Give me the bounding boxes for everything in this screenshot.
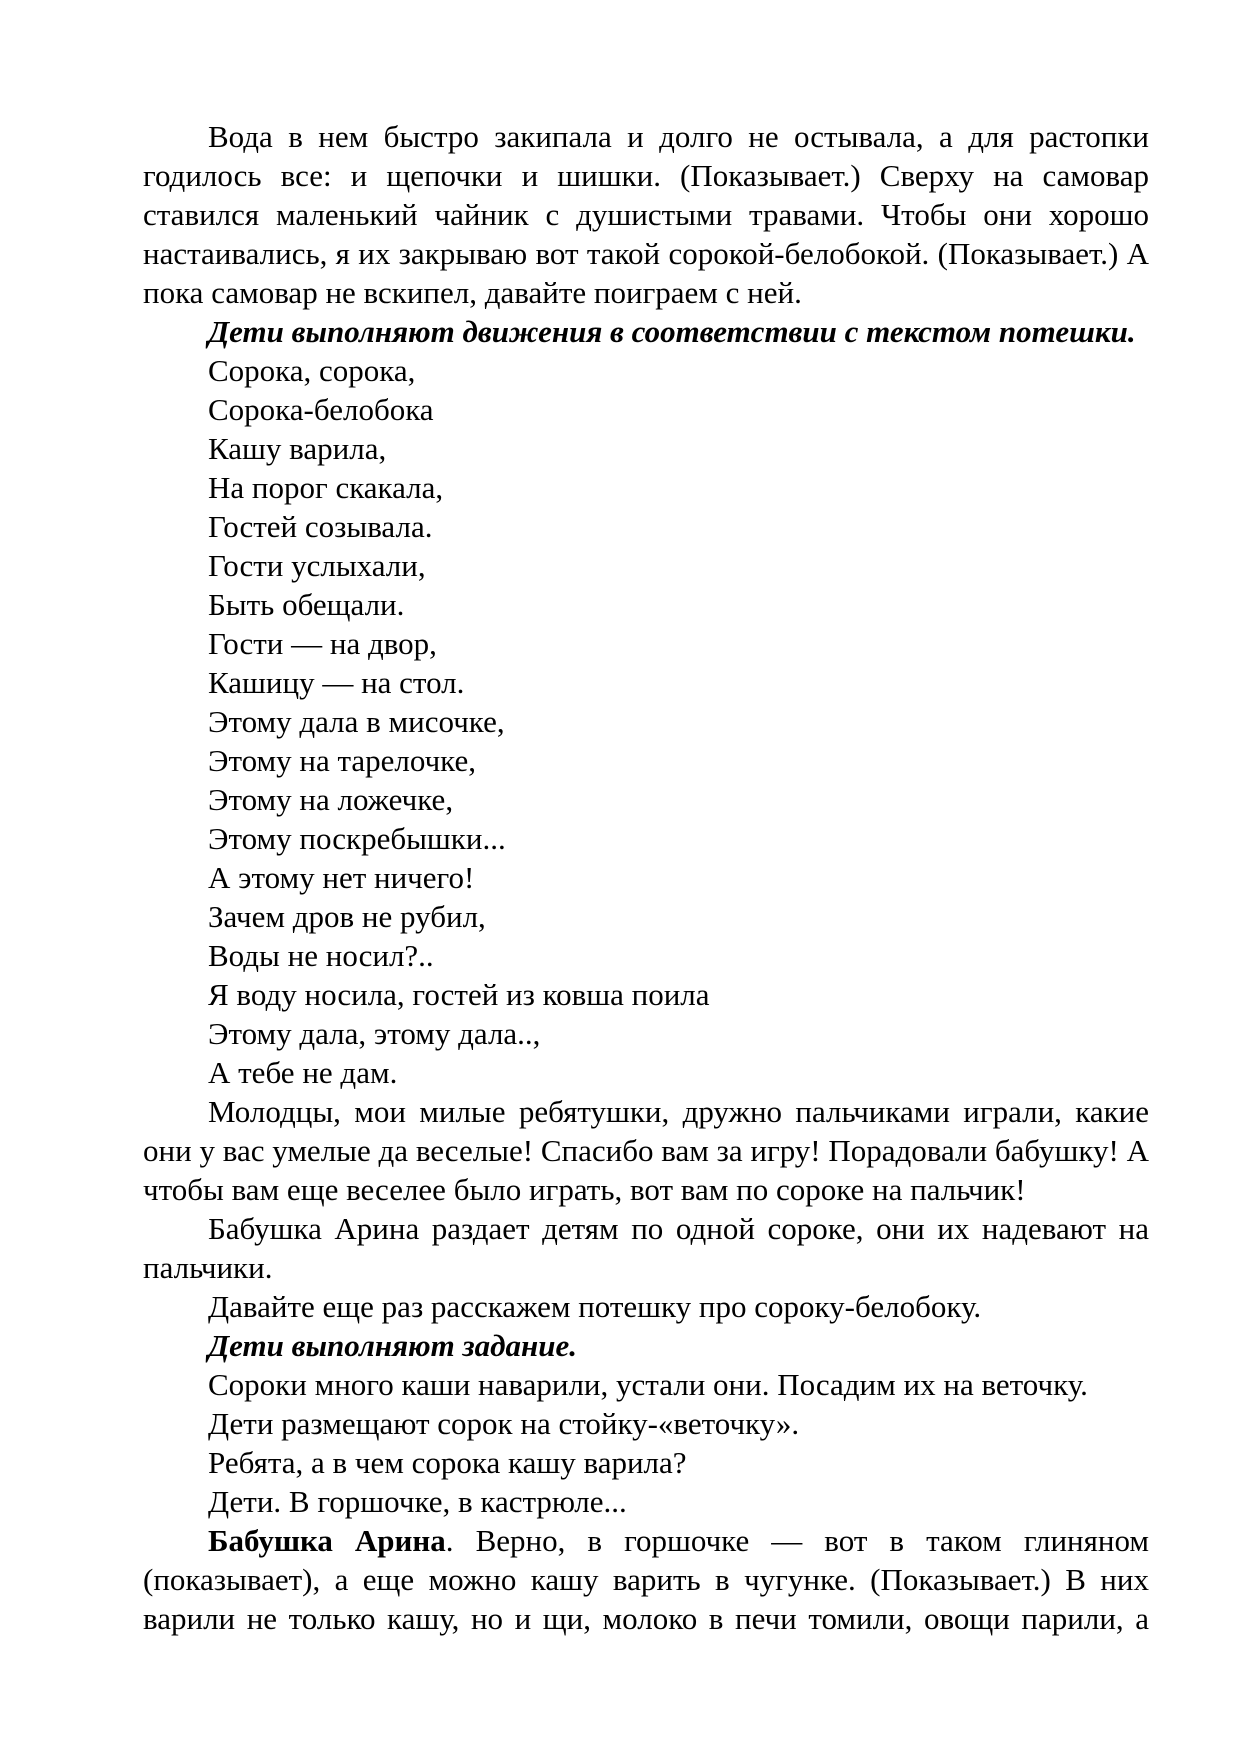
paragraph-samovar-intro: Вода в нем быстро закипала и долго не остывала, а для растопки годилось все: и щепочки и шишки. (Показывает.) Сверху на самовар ставился маленький чайник с душистыми травами. Чтобы они хорошо настаивались, я их закрываю вот такой сорокой-белобокой. (Показывает.) А пока самовар не вскипел, давайте поиграем с ней. — [143, 119, 1149, 310]
verse-line: Гостей созывала. — [208, 509, 433, 544]
paragraph-babushka-arina — [143, 1521, 1149, 1638]
verse-line: Кашу варила, — [208, 431, 387, 466]
verse-line: Этому дала в мисочке, — [208, 704, 505, 739]
paragraph-place-on-branch: Дети размещают сорок на стойку-«веточку». — [208, 1406, 800, 1441]
verse-line: А тебе не дам. — [208, 1055, 398, 1090]
page-text-content — [143, 117, 1149, 1638]
verse-line: А этому нет ничего! — [208, 860, 475, 895]
verse-line: Сорока-белобока — [208, 392, 434, 427]
verse-line: Этому на ложечке, — [208, 782, 454, 817]
verse-line: Зачем дров не рубил, — [208, 899, 486, 934]
verse-line: Кашицу — на стол. — [208, 665, 465, 700]
verse-line: Этому поскребышки... — [208, 821, 506, 856]
verse-line: Я воду носила, гостей из ковша поила — [208, 977, 710, 1012]
paragraph-handout: Бабушка Арина раздает детям по одной сороке, они их надевают на пальчики. — [143, 1211, 1149, 1285]
paragraph-retell-request: Давайте еще раз расскажем потешку про сороку-белобоку. — [208, 1289, 982, 1324]
stage-direction-movements: Дети выполняют движения в соответствии с текстом потешки. — [208, 314, 1136, 349]
paragraph-magpies-tired: Сороки много каши наварили, устали они. Посадим их на веточку. — [208, 1367, 1088, 1402]
verse-line: Этому на тарелочке, — [208, 743, 476, 778]
stage-direction-task: Дети выполняют задание. — [208, 1328, 577, 1363]
verse-line: На порог скакала, — [208, 470, 444, 505]
speaker-name: Бабушка Арина — [208, 1523, 446, 1558]
verse-line: Гости — на двор, — [208, 626, 437, 661]
verse-line: Этому дала, этому дала.., — [208, 1016, 541, 1051]
verse-line: Сорока, сорока, — [208, 353, 416, 388]
speaker-line: . Верно, в горшочке — вот в таком глиняном (показывает), а еще можно кашу варить в чугунке. (Показывает.) В них варили не только кашу, но и щи, молоко в печи томили, овощи парили, а — [143, 1523, 1149, 1636]
paragraph-children-answer: Дети. В горшочке, в кастрюле... — [208, 1484, 627, 1519]
paragraph-question: Ребята, а в чем сорока кашу варила? — [208, 1445, 687, 1480]
verse-line: Быть обещали. — [208, 587, 405, 622]
verse-line: Гости услыхали, — [208, 548, 426, 583]
verse-line: Воды не носил?.. — [208, 938, 434, 973]
paragraph-praise: Молодцы, мои милые ребятушки, дружно пальчиками играли, какие они у вас умелые да веселые! Спасибо вам за игру! Порадовали бабушку! А чтобы вам еще веселее было играть, вот вам по сороке на пальчик! — [143, 1094, 1149, 1207]
